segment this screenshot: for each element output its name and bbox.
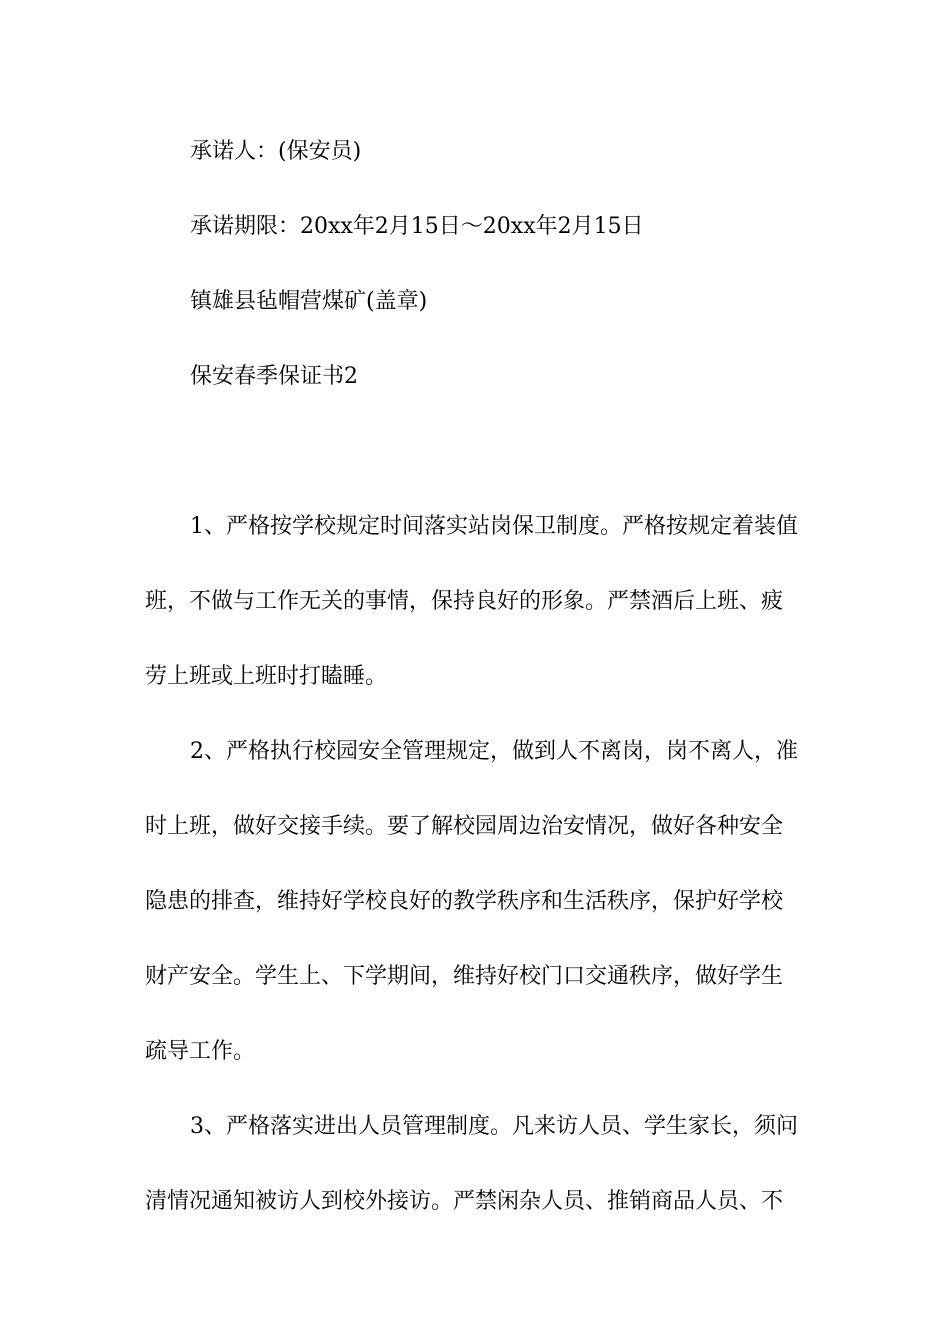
document-title: 保安春季保证书2 xyxy=(190,364,358,389)
paragraph-line: 财产安全。学生上、下学期间，维持好校门口交通秩序，做好学生 xyxy=(145,964,784,989)
paragraph-line: 疏导工作。 xyxy=(145,1039,256,1064)
paragraph-line: 隐患的排查，维持好学校良好的教学秩序和生活秩序，保护好学校 xyxy=(145,889,784,914)
company-seal-line: 镇雄县毡帽营煤矿(盖章) xyxy=(190,289,428,314)
paragraph-line: 清情况通知被访人到校外接访。严禁闲杂人员、推销商品人员、不 xyxy=(145,1189,784,1214)
promisor-line: 承诺人：(保安员) xyxy=(190,139,362,164)
paragraph-line: 3、严格落实进出人员管理制度。凡来访人员、学生家长，须问 xyxy=(190,1114,798,1139)
promise-period-line: 承诺期限：20xx年2月15日～20xx年2月15日 xyxy=(190,214,644,239)
paragraph-line: 班，不做与工作无关的事情，保持良好的形象。严禁酒后上班、疲 xyxy=(145,589,784,614)
paragraph-line: 2、严格执行校园安全管理规定，做到人不离岗，岗不离人，准 xyxy=(190,739,798,764)
paragraph-line: 1、严格按学校规定时间落实站岗保卫制度。严格按规定着装值 xyxy=(190,514,798,539)
paragraph-line: 时上班，做好交接手续。要了解校园周边治安情况，做好各种安全 xyxy=(145,814,784,839)
paragraph-line: 劳上班或上班时打瞌睡。 xyxy=(145,664,388,689)
